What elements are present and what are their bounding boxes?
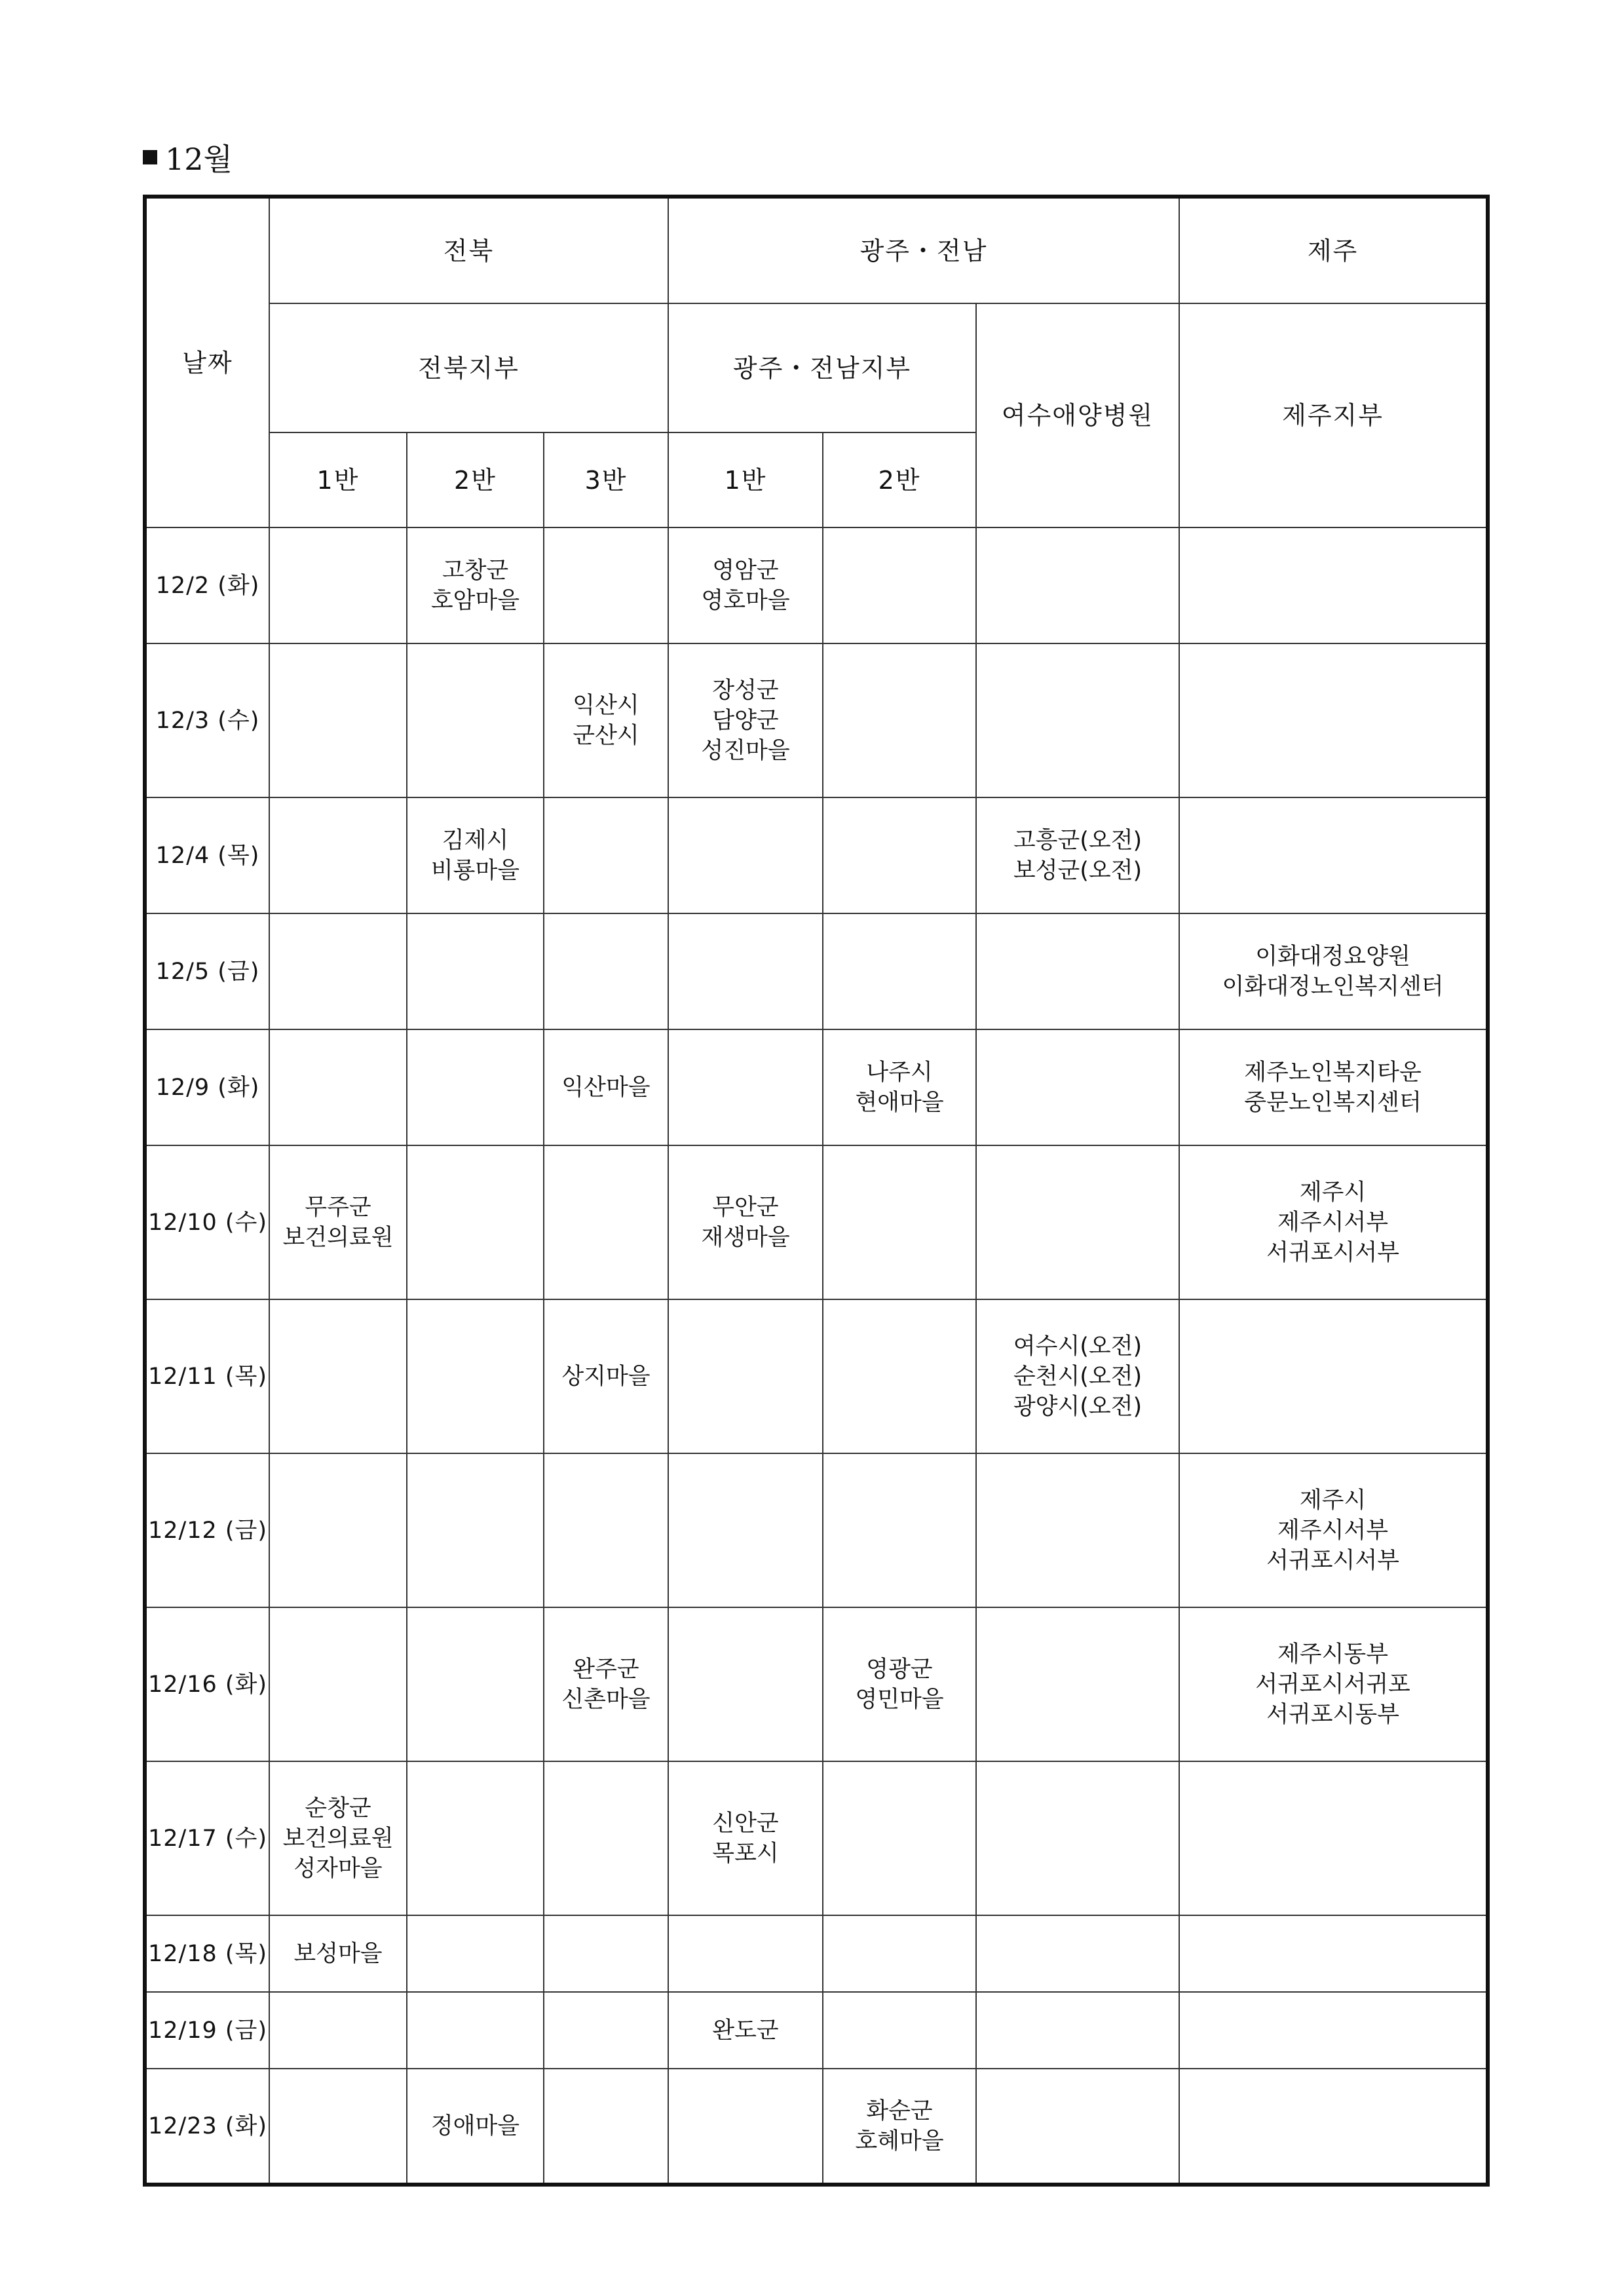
schedule-cell [544,1145,668,1299]
schedule-cell [1179,643,1488,797]
table-row [145,527,1488,643]
schedule-entry: 보성군(오전) [1013,857,1142,884]
heading-text: 12월 [165,142,233,177]
row-date: 12/2 (화) [145,527,269,643]
schedule-cell [668,1453,823,1607]
schedule-entry: 제주시 [1299,1487,1367,1514]
schedule-entry: 목포시 [712,1840,779,1867]
schedule-cell [1179,1761,1488,1915]
schedule-cell [407,2069,544,2185]
schedule-entry: 순창군 [305,1795,371,1822]
schedule-entry: 제주시동부 [1277,1641,1389,1668]
header-date: 날짜 [145,197,269,527]
header-region-gwangju-jeonnam: 광주・전남 [668,197,1179,303]
schedule-entry: 김제시 [442,827,509,854]
schedule-entry: 담양군 [712,707,779,734]
schedule-cell [823,797,976,913]
header-class: 2반 [823,432,976,527]
schedule-cell [976,2069,1179,2185]
schedule-entry: 화순군 [866,2097,933,2124]
schedule-cell [1179,1453,1488,1607]
table-row [145,797,1488,913]
schedule-cell [1179,913,1488,1029]
schedule-cell [976,1299,1179,1453]
schedule-entry: 무안군 [712,1194,779,1221]
schedule-cell [823,913,976,1029]
schedule-cell [269,1992,407,2069]
row-date: 12/12 (금) [145,1453,269,1607]
schedule-cell [269,1607,407,1761]
schedule-cell [544,913,668,1029]
schedule-cell [823,527,976,643]
schedule-cell [407,1453,544,1607]
schedule-cell [269,797,407,913]
header-class: 1반 [269,432,407,527]
schedule-cell [668,1915,823,1992]
schedule-cell [1179,527,1488,643]
schedule-cell [668,1029,823,1145]
schedule-entry: 영암군 [712,557,779,584]
schedule-entry: 서귀포시서부 [1266,1239,1399,1266]
schedule-cell [976,1761,1179,1915]
header-branch-gwangju-jeonnam: 광주・전남지부 [668,303,976,432]
schedule-cell [976,1607,1179,1761]
schedule-cell [544,1992,668,2069]
header-class: 2반 [407,432,544,527]
schedule-cell [668,797,823,913]
schedule-entry: 무주군 [305,1194,371,1221]
schedule-cell [407,1915,544,1992]
schedule-cell [668,1299,823,1453]
schedule-cell [407,527,544,643]
row-date: 12/4 (목) [145,797,269,913]
schedule-entry: 중문노인복지센터 [1244,1089,1422,1116]
schedule-cell [823,2069,976,2185]
header-branch-yeosu-hospital: 여수애양병원 [976,303,1179,527]
schedule-entry: 영민마을 [855,1686,944,1713]
schedule-cell [544,527,668,643]
schedule-cell [269,527,407,643]
schedule-cell [407,1992,544,2069]
schedule-entry: 이화대정요양원 [1255,943,1410,970]
schedule-entry: 완도군 [712,2017,779,2044]
schedule-entry: 비룡마을 [430,857,520,884]
row-date: 12/19 (금) [145,1992,269,2069]
schedule-cell [668,1992,823,2069]
schedule-cell [407,1761,544,1915]
schedule-entry: 신촌마을 [561,1686,651,1713]
schedule-entry: 보건의료원 [282,1224,394,1251]
schedule-cell [976,1992,1179,2069]
schedule-cell [668,643,823,797]
schedule-cell [1179,1029,1488,1145]
table-row [145,1299,1488,1453]
schedule-cell [269,1029,407,1145]
schedule-entry: 제주시 [1299,1179,1367,1206]
schedule-entry: 광양시(오전) [1013,1393,1142,1420]
schedule-entry: 완주군 [573,1656,639,1683]
schedule-entry: 군산시 [573,722,639,749]
schedule-cell [269,643,407,797]
table-row [145,1145,1488,1299]
schedule-cell [823,1145,976,1299]
schedule-cell [407,913,544,1029]
table-row [145,1992,1488,2069]
schedule-cell [1179,1992,1488,2069]
schedule-cell [668,527,823,643]
schedule-cell [544,1453,668,1607]
schedule-cell [976,1915,1179,1992]
table-row [145,2069,1488,2185]
schedule-entry: 이화대정노인복지센터 [1222,973,1444,1000]
schedule-entry: 서귀포시동부 [1266,1701,1399,1728]
schedule-entry: 성자마을 [293,1855,383,1882]
schedule-cell [269,1761,407,1915]
schedule-entry: 제주시서부 [1277,1517,1389,1544]
row-date: 12/17 (수) [145,1761,269,1915]
header-region-jeju: 제주 [1179,197,1488,303]
schedule-cell [668,1761,823,1915]
schedule-entry: 영광군 [866,1656,933,1683]
schedule-cell [668,1607,823,1761]
schedule-cell [269,1915,407,1992]
schedule-entry: 영호마을 [701,587,790,614]
schedule-cell [1179,1145,1488,1299]
schedule-cell [1179,1915,1488,1992]
schedule-cell [668,2069,823,2185]
header-class: 3반 [544,432,668,527]
schedule-cell [407,1029,544,1145]
schedule-cell [1179,797,1488,913]
header-class: 1반 [668,432,823,527]
row-date: 12/3 (수) [145,643,269,797]
schedule-entry: 현애마을 [855,1089,944,1116]
schedule-entry: 서귀포시서부 [1266,1547,1399,1574]
schedule-cell [544,1299,668,1453]
schedule-cell [976,1145,1179,1299]
row-date: 12/10 (수) [145,1145,269,1299]
schedule-cell [269,1145,407,1299]
schedule-entry: 순천시(오전) [1013,1363,1142,1390]
schedule-cell [976,1453,1179,1607]
row-date: 12/11 (목) [145,1299,269,1453]
schedule-cell [544,2069,668,2185]
schedule-cell [976,797,1179,913]
schedule-cell [823,1607,976,1761]
row-date: 12/23 (화) [145,2069,269,2185]
schedule-cell [544,1915,668,1992]
schedule-entry: 서귀포시서귀포 [1255,1671,1410,1698]
row-date: 12/9 (화) [145,1029,269,1145]
schedule-cell [976,643,1179,797]
schedule-cell [823,1029,976,1145]
schedule-entry: 고창군 [442,557,509,584]
table-row [145,643,1488,797]
schedule-cell [544,1761,668,1915]
schedule-entry: 재생마을 [701,1224,790,1251]
schedule-entry: 보건의료원 [282,1825,394,1852]
header-branch-jeonbuk: 전북지부 [269,303,668,432]
schedule-cell [407,1145,544,1299]
table-row [145,913,1488,1029]
schedule-entry: 신안군 [712,1810,779,1837]
schedule-entry: 익산시 [573,692,639,719]
schedule-entry: 정애마을 [430,2113,520,2139]
schedule-cell [1179,2069,1488,2185]
row-date: 12/18 (목) [145,1915,269,1992]
square-bullet-icon [143,150,157,164]
schedule-table [143,195,1490,2187]
schedule-cell [407,1607,544,1761]
schedule-cell [823,1453,976,1607]
schedule-cell [269,1453,407,1607]
schedule-cell [1179,1607,1488,1761]
schedule-cell [407,1299,544,1453]
schedule-entry: 나주시 [866,1059,933,1086]
schedule-cell [544,1607,668,1761]
table-row [145,1029,1488,1145]
schedule-cell [823,1761,976,1915]
schedule-entry: 호암마을 [430,587,520,614]
table-row [145,1761,1488,1915]
schedule-entry: 고흥군(오전) [1013,827,1142,854]
schedule-entry: 보성마을 [293,1940,383,1967]
schedule-entry: 제주노인복지타운 [1244,1059,1422,1086]
schedule-cell [976,527,1179,643]
header-region-jeonbuk: 전북 [269,197,668,303]
schedule-entry: 익산마을 [561,1074,651,1101]
schedule-cell [823,1915,976,1992]
schedule-entry: 제주시서부 [1277,1209,1389,1236]
row-date: 12/16 (화) [145,1607,269,1761]
schedule-cell [544,1029,668,1145]
schedule-cell [407,643,544,797]
schedule-entry: 호혜마을 [855,2128,944,2154]
schedule-cell [1179,1299,1488,1453]
schedule-cell [976,913,1179,1029]
header-branch-jeju: 제주지부 [1179,303,1488,527]
table-row [145,1915,1488,1992]
schedule-cell [407,797,544,913]
row-date: 12/5 (금) [145,913,269,1029]
schedule-cell [823,1299,976,1453]
schedule-entry: 성진마을 [701,737,790,764]
schedule-cell [544,643,668,797]
schedule-cell [823,1992,976,2069]
schedule-entry: 장성군 [712,677,779,704]
schedule-cell [269,1299,407,1453]
schedule-cell [823,643,976,797]
table-row [145,1453,1488,1607]
schedule-cell [976,1029,1179,1145]
schedule-cell [544,797,668,913]
schedule-entry: 여수시(오전) [1013,1333,1142,1360]
schedule-entry: 상지마을 [561,1363,651,1390]
schedule-cell [668,1145,823,1299]
section-heading [143,134,233,180]
schedule-cell [269,2069,407,2185]
schedule-cell [269,913,407,1029]
schedule-cell [668,913,823,1029]
table-row [145,1607,1488,1761]
